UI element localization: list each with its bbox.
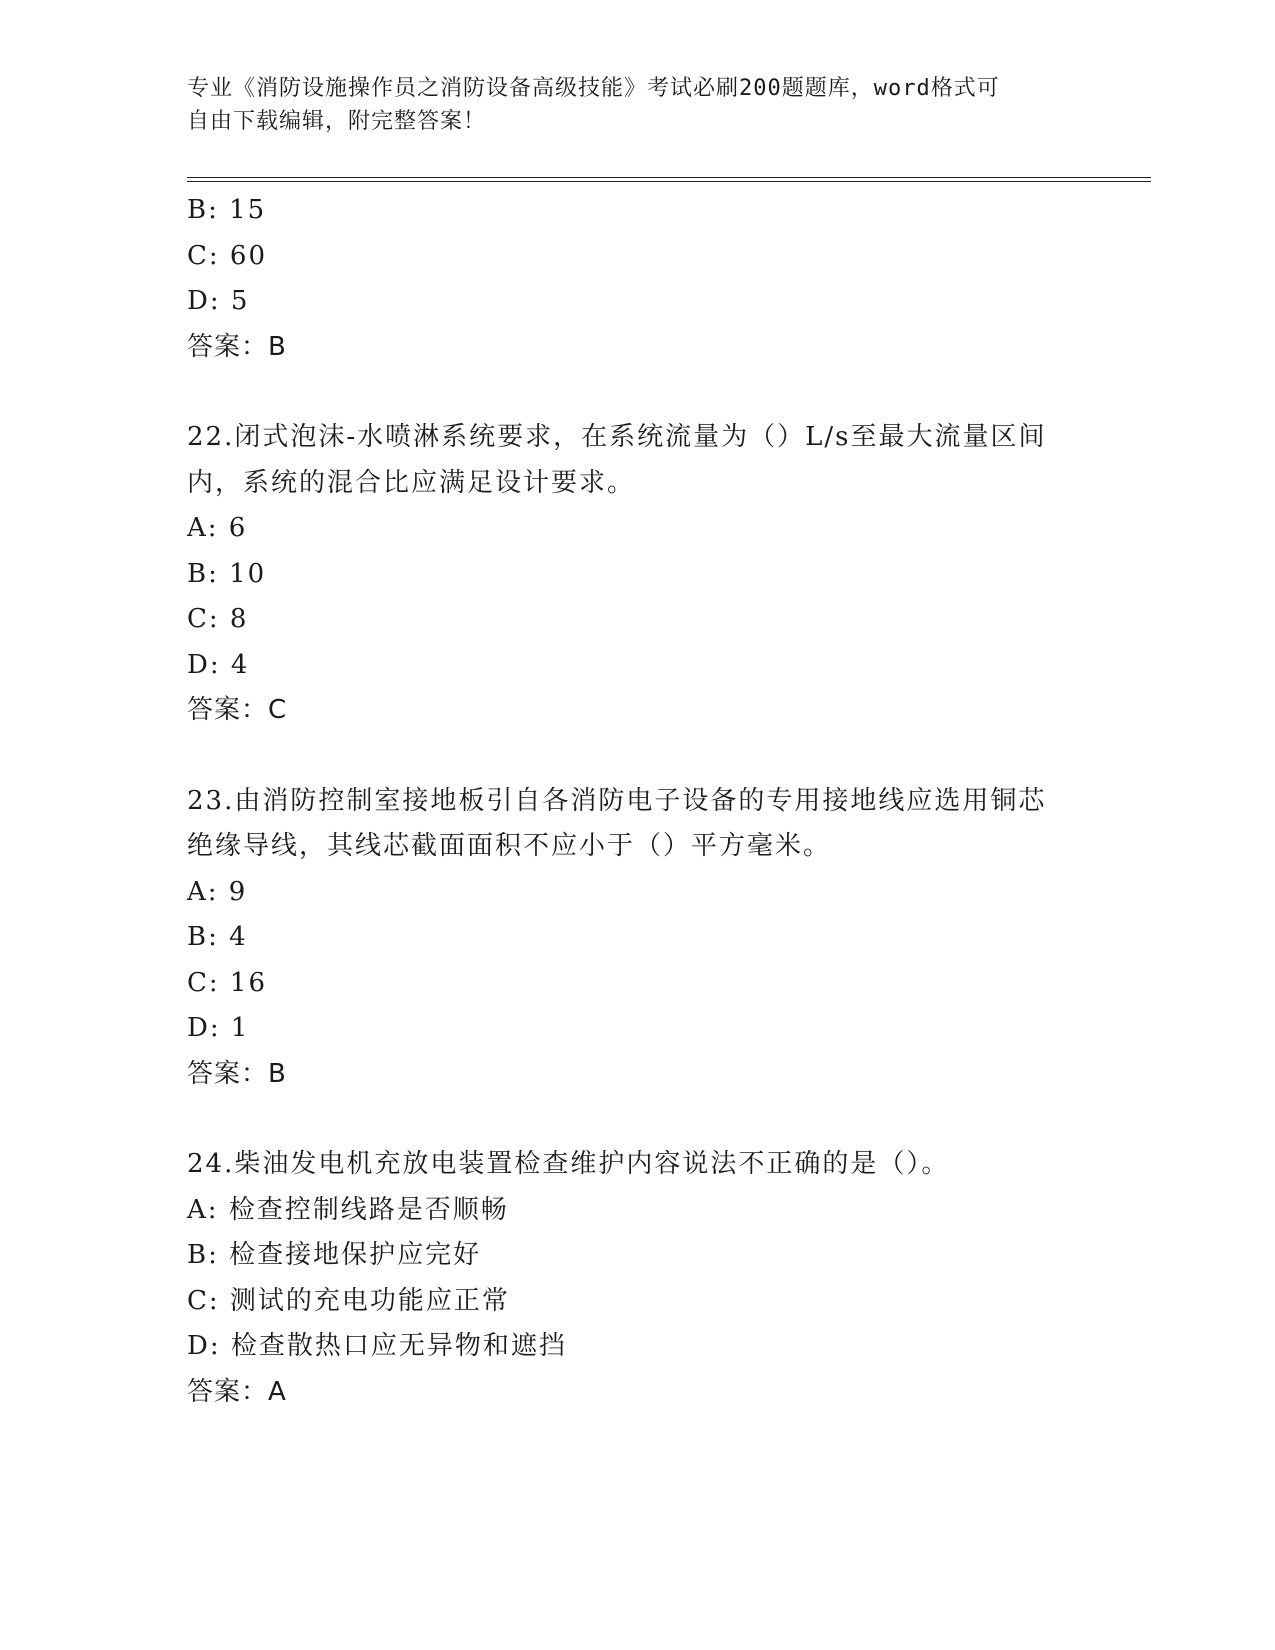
question-text-line-1: 23.由消防控制室接地板引自各消防电子设备的专用接地线应选用铜芯 [187,785,1047,816]
option-a: A: 9 [187,876,248,907]
header-title-line-1: 专业《消防设施操作员之消防设备高级技能》考试必刷200题题库，word格式可 [187,76,1000,101]
question-text-line-1: 24.柴油发电机充放电装置检查维护内容说法不正确的是（）。 [187,1149,950,1179]
answer-label: 答案：B [187,331,287,362]
answer-label: 答案：C [187,695,288,725]
question-23 [187,779,1087,1098]
answer-label: 答案：B [187,1058,287,1089]
option-b: B: 检查接地保护应完好 [187,1240,482,1270]
option-a: A: 6 [187,513,248,543]
question-text-line-2: 绝缘导线，其线芯截面面积不应小于（）平方毫米。 [187,831,832,861]
option-a: A: 检查控制线路是否顺畅 [187,1194,509,1225]
option-c: C: 16 [187,967,268,998]
header-title-line-2: 自由下载编辑，附完整答案！ [187,109,487,134]
option-d: D: 4 [187,649,250,680]
option-b: B: 15 [187,195,267,225]
question-list [187,188,1087,1415]
option-b: B: 4 [187,922,248,952]
header-divider-top [187,177,1151,178]
question-text-line-2: 内，系统的混合比应满足设计要求。 [187,467,636,498]
document-header [187,72,1067,138]
option-d: D: 检查散热口应无异物和遮挡 [187,1331,567,1361]
header-divider-bottom [187,181,1151,182]
option-c: C: 8 [187,604,249,634]
question-21-continuation [187,188,1087,370]
option-d: D: 5 [187,286,250,316]
question-22 [187,415,1087,734]
option-b: B: 10 [187,558,267,589]
question-24 [187,1142,1087,1415]
question-text-line-1: 22.闭式泡沫-水喷淋系统要求，在系统流量为（）L/s至最大流量区间 [187,422,1047,452]
answer-label: 答案：A [187,1376,287,1407]
option-c: C: 60 [187,240,268,271]
option-c: C: 测试的充电功能应正常 [187,1285,510,1316]
option-d: D: 1 [187,1013,250,1043]
